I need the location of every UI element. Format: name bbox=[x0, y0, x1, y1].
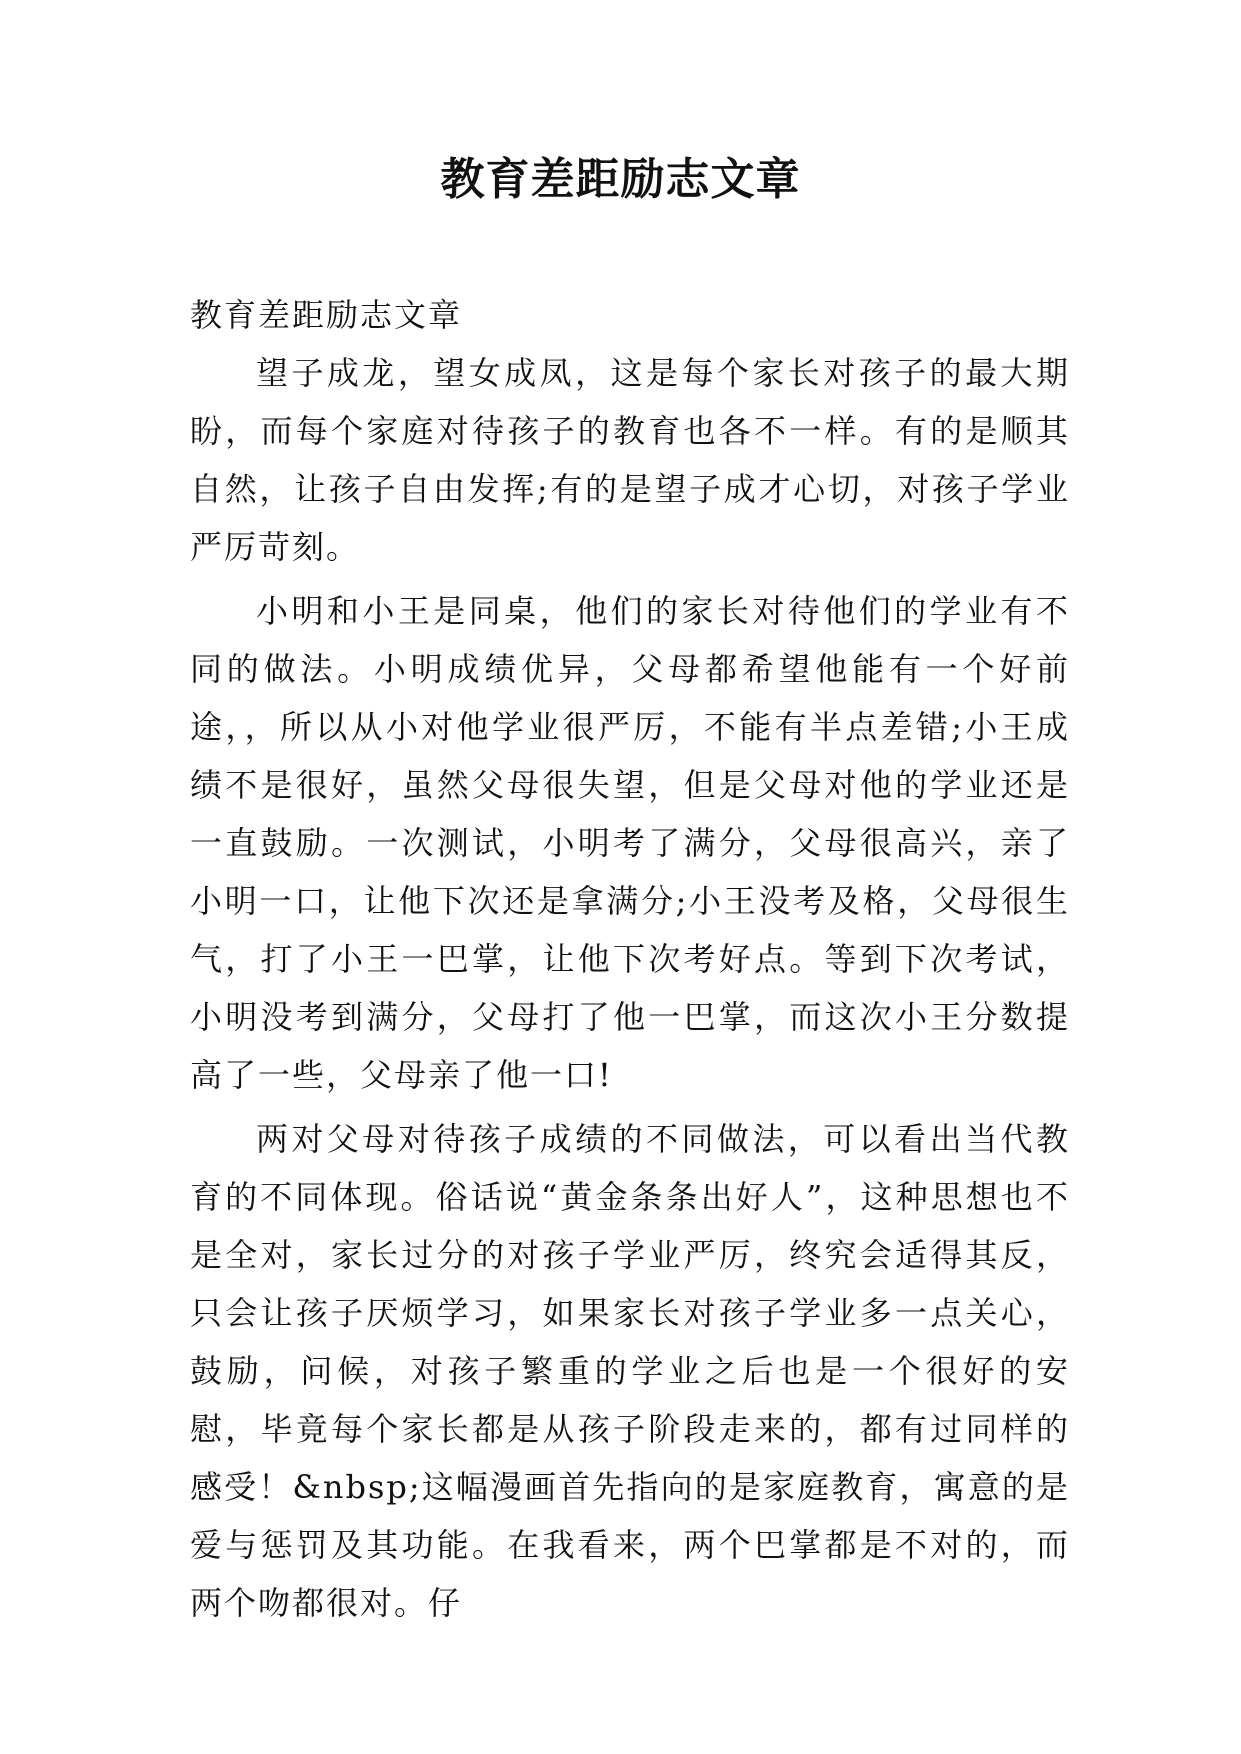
paragraph-3: 两对父母对待孩子成绩的不同做法，可以看出当代教育的不同体现。俗话说“黄金条条出好人”，这种思想也不是全对，家长过分的对孩子学业严厉，终究会适得其反，只会让孩子厌烦学习，如果家长对孩子学业多一点关心，鼓励，问候，对孩子繁重的学业之后也是一个很好的安慰，毕竟每个家长都是从孩子阶段走来的，都有过同样的感受！&nbsp;这幅漫画首先指向的是家庭教育，寓意的是爱与惩罚及其功能。在我看来，两个巴掌都是不对的，而两个吻都很对。仔 bbox=[190, 1120, 1070, 1622]
document-subheading: 教育差距励志文章 bbox=[190, 296, 463, 334]
document-title: 教育差距励志文章 bbox=[440, 154, 801, 205]
paragraph-1: 望子成龙，望女成凤，这是每个家长对孩子的最大期盼，而每个家庭对待孩子的教育也各不一样。有的是顺其自然，让孩子自由发挥;有的是望子成才心切，对孩子学业严厉苛刻。 bbox=[190, 354, 1070, 566]
document-body bbox=[190, 286, 1070, 1632]
paragraph-2: 小明和小王是同桌，他们的家长对待他们的学业有不同的做法。小明成绩优异，父母都希望他能有一个好前途，，所以从小对他学业很严厉，不能有半点差错;小王成绩不是很好，虽然父母很失望，但是父母对他的学业还是一直鼓励。一次测试，小明考了满分，父母很高兴，亲了小明一口，让他下次还是拿满分;小王没考及格，父母很生气，打了小王一巴掌，让他下次考好点。等到下次考试，小明没考到满分，父母打了他一巴掌，而这次小王分数提高了一些，父母亲了他一口! bbox=[190, 592, 1070, 1094]
